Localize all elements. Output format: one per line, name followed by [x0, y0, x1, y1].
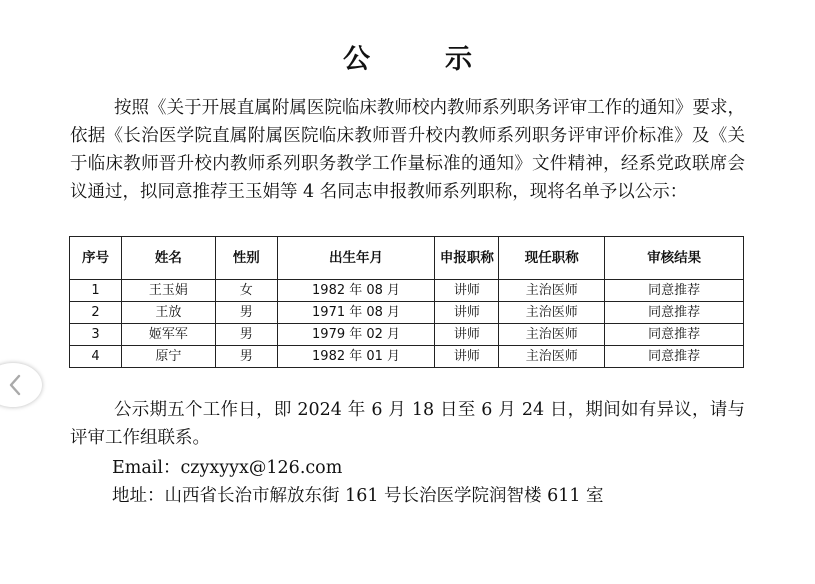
table-cell: 主治医师 — [499, 302, 605, 324]
contact-address: 地址：山西省长治市解放东街 161 号长治医学院润智楼 611 室 — [112, 486, 604, 506]
table-cell: 同意推荐 — [605, 302, 744, 324]
table-row — [70, 324, 744, 346]
table-header-row — [70, 237, 744, 280]
table-cell: 姬军军 — [121, 324, 215, 346]
page-title: 公 示 — [343, 44, 496, 75]
table-cell: 1979 年 02 月 — [277, 324, 435, 346]
header-cell: 现任职称 — [499, 237, 605, 280]
header-cell: 出生年月 — [277, 237, 435, 280]
contact-email: Email：czyxyyx@126.com — [112, 458, 343, 478]
table-cell: 主治医师 — [499, 324, 605, 346]
table-cell: 主治医师 — [499, 280, 605, 302]
table-cell: 同意推荐 — [605, 280, 744, 302]
table-cell: 同意推荐 — [605, 346, 744, 368]
table-cell: 讲师 — [435, 280, 499, 302]
table-cell: 讲师 — [435, 324, 499, 346]
table-cell: 1 — [70, 280, 122, 302]
table-cell: 王放 — [121, 302, 215, 324]
table-cell: 男 — [215, 302, 277, 324]
table-cell: 1982 年 08 月 — [277, 280, 435, 302]
table-cell: 男 — [215, 324, 277, 346]
table-cell: 男 — [215, 346, 277, 368]
header-cell: 姓名 — [121, 237, 215, 280]
table-cell: 王玉娟 — [121, 280, 215, 302]
previous-page-button[interactable] — [0, 363, 42, 407]
chevron-left-icon — [9, 374, 21, 396]
table-cell: 原宁 — [121, 346, 215, 368]
notice-period-paragraph: 公示期五个工作日，即 2024 年 6 月 18 日至 6 月 24 日，期间如有异议，请与评审工作组联系。 — [70, 400, 745, 448]
header-cell: 序号 — [70, 237, 122, 280]
table-cell: 讲师 — [435, 346, 499, 368]
table-row — [70, 302, 744, 324]
table-cell: 同意推荐 — [605, 324, 744, 346]
table-cell: 3 — [70, 324, 122, 346]
table-cell: 女 — [215, 280, 277, 302]
header-cell: 申报职称 — [435, 237, 499, 280]
table-cell: 1982 年 01 月 — [277, 346, 435, 368]
table-cell: 1971 年 08 月 — [277, 302, 435, 324]
table-cell: 主治医师 — [499, 346, 605, 368]
table-cell: 4 — [70, 346, 122, 368]
header-cell: 审核结果 — [605, 237, 744, 280]
table-cell: 2 — [70, 302, 122, 324]
table-row — [70, 346, 744, 368]
candidates-table — [69, 236, 744, 368]
table-row — [70, 280, 744, 302]
header-cell: 性别 — [215, 237, 277, 280]
table-cell: 讲师 — [435, 302, 499, 324]
intro-paragraph: 按照《关于开展直属附属医院临床教师校内教师系列职务评审工作的通知》要求，依据《长治医学院直属附属医院临床教师晋升校内教师系列职务评审评价标准》及《关于临床教师晋升校内教师系列职务教学工作量标准的通知》文件精神，经系党政联席会议通过，拟同意推荐王玉娟等 4 名同志申报教师系列职称，现将名单予以公示： — [70, 98, 745, 202]
